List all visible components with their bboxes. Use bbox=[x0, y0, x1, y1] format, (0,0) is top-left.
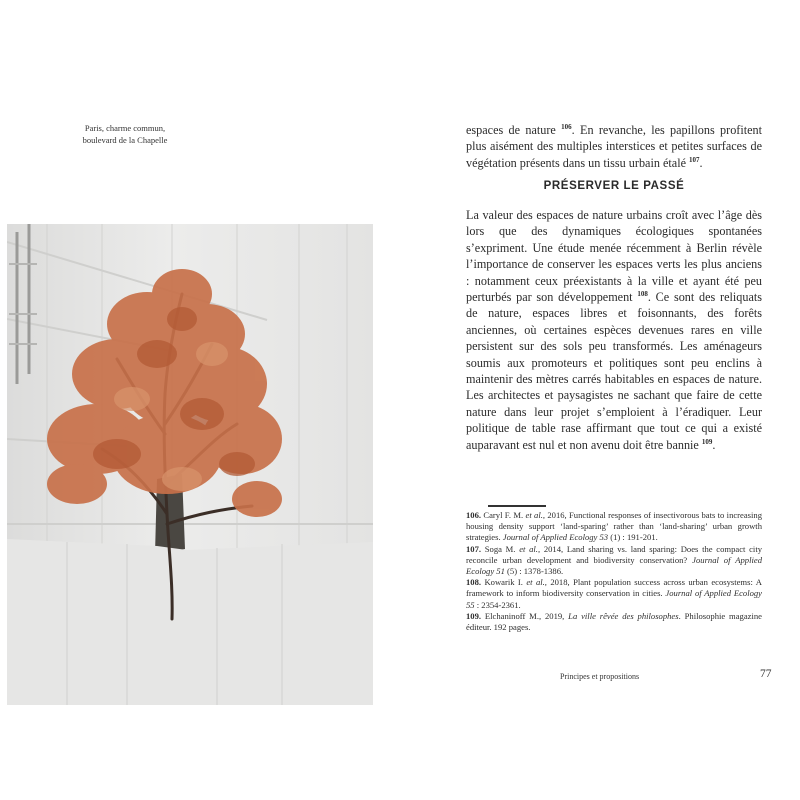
footnote-italic: et al. bbox=[519, 543, 538, 554]
footnote-number: 106. bbox=[466, 510, 482, 520]
footnote-text: Soga M. bbox=[481, 543, 520, 554]
footnote-text: (1) : 191-201. bbox=[608, 532, 658, 543]
footnote-italic: Journal of Applied Ecology 53 bbox=[502, 532, 609, 543]
body-paragraph bbox=[466, 207, 762, 453]
footnote-ref: 107 bbox=[689, 155, 700, 164]
footnote-text: Elchaninoff M., 2019, bbox=[481, 610, 569, 621]
footnote-number: 109. bbox=[466, 610, 482, 621]
footnote-text: Caryl F. M. bbox=[481, 510, 526, 520]
footnote-text: , 2014, Land sharing vs. land sparing: Does the compact city reconcile urban development and biodiversity conservation? bbox=[466, 543, 762, 565]
intro-text: . bbox=[699, 155, 703, 170]
section-heading: PRÉSERVER LE PASSÉ bbox=[543, 180, 685, 192]
caption-line: Paris, charme commun, bbox=[84, 123, 166, 133]
tree-photo-illustration bbox=[7, 224, 373, 705]
footnote-text: : 2354-2361. bbox=[474, 599, 521, 610]
footnote-italic: Journal of Applied Ecology 55 bbox=[466, 588, 762, 610]
footnote-107 bbox=[466, 544, 762, 578]
tree-photo bbox=[7, 224, 373, 705]
footnote-text: . Philosophie magazine éditeur. 192 pages. bbox=[466, 610, 762, 633]
footnote-106 bbox=[466, 510, 762, 544]
running-footer: Principes et propositions bbox=[560, 672, 640, 681]
body-text: La valeur des espaces de nature urbains croît avec l’âge dès lors que des dynamiques écologiques spontanées s’expriment. Une étude menée récemment à Berlin révèle l’importance de conserver les espaces verts les plus anciens : notamment ceux préexistants à la ville et ayant été peu perturbés par son développement bbox=[466, 208, 762, 305]
photo-caption bbox=[70, 122, 180, 146]
footnotes bbox=[466, 510, 762, 633]
footnote-italic: Journal of Applied Ecology 51 bbox=[466, 554, 762, 577]
footnote-ref: 109 bbox=[701, 437, 713, 446]
footnote-text: Kowarik I. bbox=[481, 577, 527, 588]
intro-text: espaces de nature bbox=[466, 123, 556, 137]
footnote-divider bbox=[488, 505, 546, 507]
footnote-number: 107. bbox=[466, 543, 482, 554]
intro-paragraph bbox=[466, 122, 762, 171]
body-text: . Ce sont des reliquats de nature, espaces libres et foisonnants, des forêts anciennes, où certaines espèces devenues rares en ville persistent sur des sols peu transformés. Les aménageurs soumis aux promoteurs et politiques sont peu enclins à maintenir des mètres carrés habitables en espaces de nature. Les architectes et paysagistes ne sachant que faire de cette nature dans leur projet s’emploient à l’éradiquer. Leur politique de table rase affirmant que tout ce qui a existé auparavant est nul et non avenu doit être bannie bbox=[466, 290, 762, 452]
footnote-italic: et al. bbox=[526, 577, 545, 588]
intro-text: . En revanche, les papillons profitent plus aisément des multiples interstices et petites surfaces de végétation présents dans un tissu urbain étalé bbox=[466, 123, 763, 170]
caption-line: boulevard de la Chapelle bbox=[82, 135, 168, 145]
footnote-text: , 2018, Plant population success across urban ecosystems: A framework to inform biodiversity conservation in cities. bbox=[466, 577, 762, 599]
footnote-text: (5) : 1378-1386. bbox=[504, 566, 564, 577]
body-text: . bbox=[712, 437, 716, 452]
footnote-ref: 108 bbox=[637, 289, 648, 298]
footnote-text: , 2016, Functional responses of insectivorous bats to increasing housing density support ‘land-sparing’ rather than ‘land-sharing’ urban growth strategies. bbox=[466, 510, 762, 543]
footnote-ref: 106 bbox=[561, 122, 572, 131]
footnote-109 bbox=[466, 611, 762, 633]
footnote-italic: La ville rêvée des philosophes bbox=[568, 610, 679, 621]
footnote-number: 108. bbox=[466, 577, 482, 588]
footnote-108 bbox=[466, 577, 762, 611]
page-number: 77 bbox=[760, 668, 772, 680]
footnote-italic: et al. bbox=[525, 510, 543, 520]
